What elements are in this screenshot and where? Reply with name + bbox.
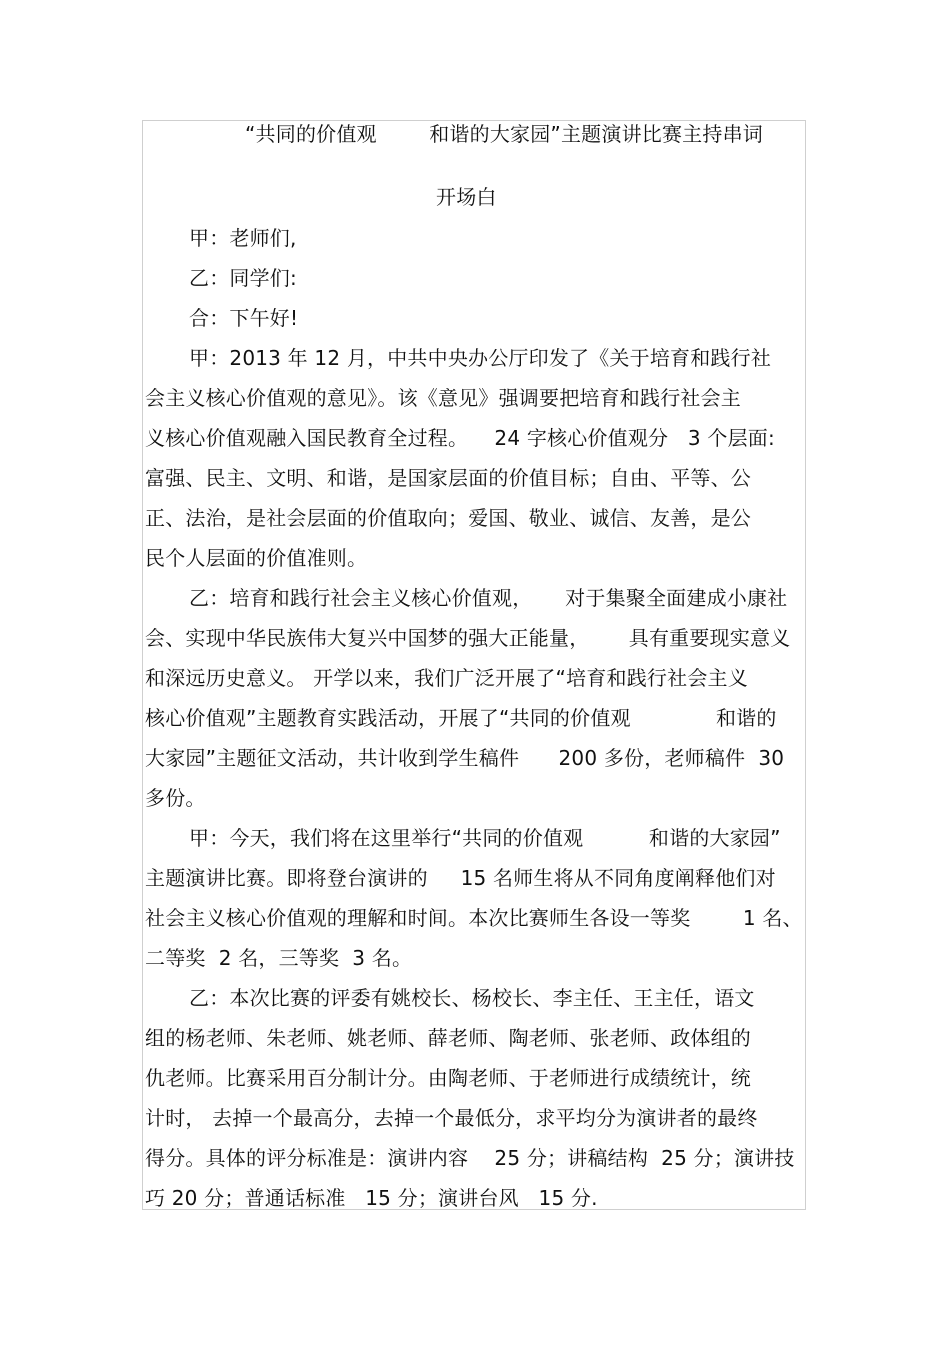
text-line: 大家园”主题征文活动，共计收到学生稿件 200 多份，老师稿件 30: [145, 746, 785, 770]
text-line: 甲：今天，我们将在这里举行“共同的价值观 和谐的大家园”: [189, 826, 781, 850]
text-line: 二等奖 2 名，三等奖 3 名。: [145, 946, 413, 970]
text-line: 会、实现中华民族伟大复兴中国梦的强大正能量， 具有重要现实意义: [145, 626, 791, 650]
text-line: 社会主义核心价值观的理解和时间。本次比赛师生各设一等奖 1 名、: [145, 906, 803, 930]
text-line: 计时， 去掉一个最高分，去掉一个最低分，求平均分为演讲者的最终: [145, 1106, 758, 1130]
document-title: “共同的价值观 和谐的大家园”主题演讲比赛主持串词: [245, 122, 763, 146]
text-line: 乙：本次比赛的评委有姚校长、杨校长、李主任、王主任，语文: [189, 986, 755, 1010]
text-line: 核心价值观”主题教育实践活动，开展了“共同的价值观 和谐的: [145, 706, 777, 730]
text-line: 义核心价值观融入国民教育全过程。 24 字核心价值观分 3 个层面:: [145, 426, 775, 450]
text-line: 得分。具体的评分标准是：演讲内容 25 分；讲稿结构 25 分；演讲技: [145, 1146, 795, 1170]
text-line: 组的杨老师、朱老师、姚老师、薛老师、陶老师、张老师、政体组的: [145, 1026, 751, 1050]
text-line: 甲：老师们,: [189, 226, 297, 250]
text-line: 合：下午好!: [189, 306, 299, 330]
text-line: 主题演讲比赛。即将登台演讲的 15 名师生将从不同角度阐释他们对: [145, 866, 776, 890]
text-line: 甲：2013 年 12 月，中共中央办公厅印发了《关于培育和践行社: [189, 346, 772, 370]
text-line: 仇老师。比赛采用百分制计分。由陶老师、于老师进行成绩统计，统: [145, 1066, 751, 1090]
text-line: 会主义核心价值观的意见》。该《意见》强调要把培育和践行社会主: [145, 386, 741, 410]
section-heading: 开场白: [436, 185, 497, 209]
text-line: 乙：同学们:: [189, 266, 297, 290]
text-line: 正、法治，是社会层面的价值取向；爱国、敬业、诚信、友善，是公: [145, 506, 751, 530]
text-line: 民个人层面的价值准则。: [145, 546, 368, 570]
text-line: 和深远历史意义。 开学以来，我们广泛开展了“培育和践行社会主义: [145, 666, 748, 690]
text-line: 富强、民主、文明、和谐，是国家层面的价值目标；自由、平等、公: [145, 466, 751, 490]
text-line: 巧 20 分；普通话标准 15 分；演讲台风 15 分.: [145, 1186, 598, 1210]
text-line: 乙：培育和践行社会主义核心价值观， 对于集聚全面建成小康社: [189, 586, 788, 610]
text-line: 多份。: [145, 786, 206, 810]
